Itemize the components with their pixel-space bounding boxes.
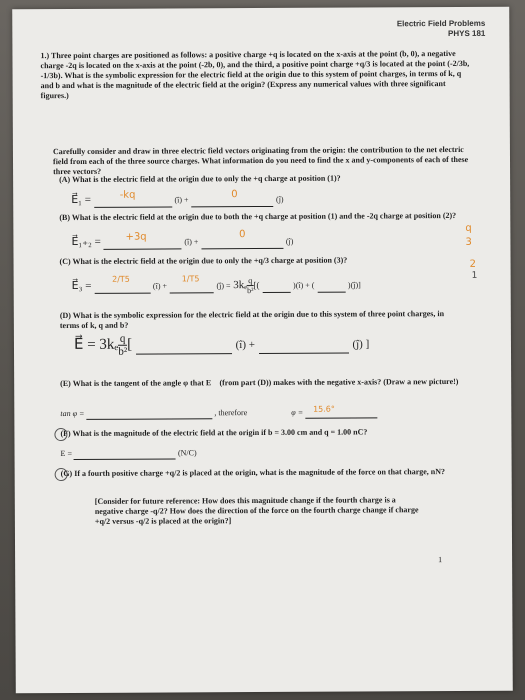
- part-d-i-blank[interactable]: [136, 335, 232, 355]
- part-b-j-blank[interactable]: [201, 229, 283, 249]
- part-d-equation: [74, 331, 369, 358]
- part-c-coef: 3kₑ: [233, 279, 248, 292]
- part-d-bracket: [: [127, 336, 133, 353]
- part-c-frac-den: b²: [247, 286, 254, 296]
- part-b-hand-j: 0: [239, 229, 246, 241]
- page-number: 1: [438, 555, 443, 565]
- part-d-coef: 3kₑ: [99, 336, 119, 353]
- part-d-frac-num: q: [119, 332, 126, 345]
- part-g-question: (G) If a fourth positive charge +q/2 is placed at the origin, what is the magnitude of the force on that charge, nN?: [60, 467, 446, 479]
- part-e-phi-label: φ =: [291, 407, 304, 417]
- part-b-equation: [71, 229, 294, 250]
- margin-note-3: 2: [469, 258, 476, 270]
- margin-note-1: q: [465, 222, 472, 234]
- part-a-hand-j: 0: [231, 189, 238, 201]
- header: [397, 19, 486, 39]
- part-c-j-unit: (ĵ) =: [216, 281, 231, 291]
- part-f-answer-line: [61, 448, 197, 460]
- part-c-equation: E⃗₃ = 2/T5 (î) + 1/T5 (ĵ) = 3kₑ $\frac{q}{\text{b²}}$ [( )(î) + ( )(ĵ)]: [71, 274, 361, 296]
- part-c-i-blank[interactable]: [94, 274, 150, 294]
- part-e-tan-label: tan φ =: [60, 408, 85, 419]
- part-f-blank[interactable]: [74, 448, 176, 460]
- part-e-question: (E) What is the tangent of the angle φ that E⃗ (from part (D)) makes with the negative x-axis? (Draw a new picture!): [60, 376, 459, 389]
- part-f-lhs: E =: [60, 448, 72, 459]
- part-e-phi-blank[interactable]: [305, 404, 377, 418]
- header-course: PHYS 181: [447, 28, 486, 39]
- part-d-frac-den: b²: [118, 345, 128, 358]
- part-c-question: (C) What is the electric field at the origin due to only the +q/3 charge at position (3)?: [59, 255, 348, 267]
- part-a-hand-i: -kq: [119, 189, 136, 201]
- part-e-therefore: , therefore: [214, 408, 248, 418]
- part-g-note: [Consider for future reference: How does this magnitude change if the fourth charge is a negative charge -q/2? How does the direction of the force on the fourth charge change if charge +q/2 versus -q/2 is placed at the origin?]: [94, 495, 419, 526]
- part-b-question: (B) What is the electric field at the origin due to both the +q charge at position (1) and the -2q charge at position (2)?: [59, 210, 457, 223]
- part-d-lhs: E⃗ =: [73, 336, 96, 353]
- part-a-equation: [71, 189, 284, 208]
- part-c-i-unit: (î) +: [152, 281, 167, 291]
- worksheet-page: [12, 7, 513, 694]
- margin-note-4: 1: [471, 270, 478, 281]
- part-a-j-unit: (ĵ): [276, 194, 284, 204]
- part-c-hand-i: 2/T5: [112, 274, 130, 284]
- part-c-hand-j: 1/T5: [181, 274, 200, 284]
- part-a-j-blank[interactable]: [191, 189, 273, 207]
- part-c-tail-1: )(î) + (: [292, 280, 315, 290]
- part-e-tan-blank[interactable]: [86, 408, 212, 420]
- part-d-j-blank[interactable]: [259, 334, 349, 353]
- part-e-hand-phi: 15.6°: [313, 404, 335, 414]
- header-title: Electric Field Problems: [396, 18, 486, 29]
- part-c-frac-num: q: [248, 276, 253, 286]
- part-b-hand-i: +3q: [125, 231, 147, 243]
- part-c-k-blank-1[interactable]: [262, 278, 290, 293]
- part-d-fraction: [118, 333, 127, 358]
- part-b-j-unit: (ĵ): [285, 236, 294, 246]
- part-b-i-unit: (î) +: [184, 237, 199, 247]
- part-a-i-unit: (î) +: [174, 195, 189, 205]
- margin-note-2: 3: [465, 236, 472, 248]
- part-c-k-blank-2[interactable]: [317, 278, 345, 293]
- part-c-lhs: E⃗₃ =: [71, 279, 92, 293]
- problem-intro: 1.) Three point charges are positioned as follows: a positive charge +q is located on the x-axis at the point (b, 0), a negative charge -2q is located on the x-axis at the point (-2b, 0), and the third, a positive point charge +q/3 is located at the point (-2/3b, -1/3b). What is the symbolic expression for the electric field at the origin due to this system of point charges, in terms of k, q and b and what is the magnitude of the electric field at the origin? (Express any numerical values with three significant figures.): [40, 48, 470, 101]
- part-a-question: (A) What is the electric field at the origin due to only the +q charge at position (1)?: [59, 173, 341, 185]
- part-f-question: (F) What is the magnitude of the electric field at the origin if b = 3.00 cm and q = 1.00 nC?: [60, 427, 368, 439]
- part-c-j-blank[interactable]: [170, 274, 214, 293]
- part-d-question: (D) What is the symbolic expression for the electric field at the origin due to this system of three point charges, in terms of k, q and b?: [59, 309, 445, 331]
- part-d-i-unit: (î) +: [235, 338, 255, 352]
- part-c-tail-2: )(ĵ)]: [347, 280, 361, 290]
- part-d-j-unit: (ĵ) ]: [352, 338, 370, 351]
- part-b-lhs: E⃗₁₊₂ =: [71, 235, 101, 248]
- part-f-unit: (N/C): [177, 448, 197, 458]
- consider-paragraph: Carefully consider and draw in three electric field vectors originating from the origin: the contribution to the net electric field from each of the three source charges. What information do you need to find the x and y-components of each of these three vectors?: [52, 144, 469, 177]
- part-a-lhs: E⃗₁ =: [71, 193, 91, 206]
- part-b-i-blank[interactable]: [104, 231, 182, 249]
- part-e-answer-line: [60, 404, 377, 420]
- part-a-i-blank[interactable]: [94, 189, 172, 207]
